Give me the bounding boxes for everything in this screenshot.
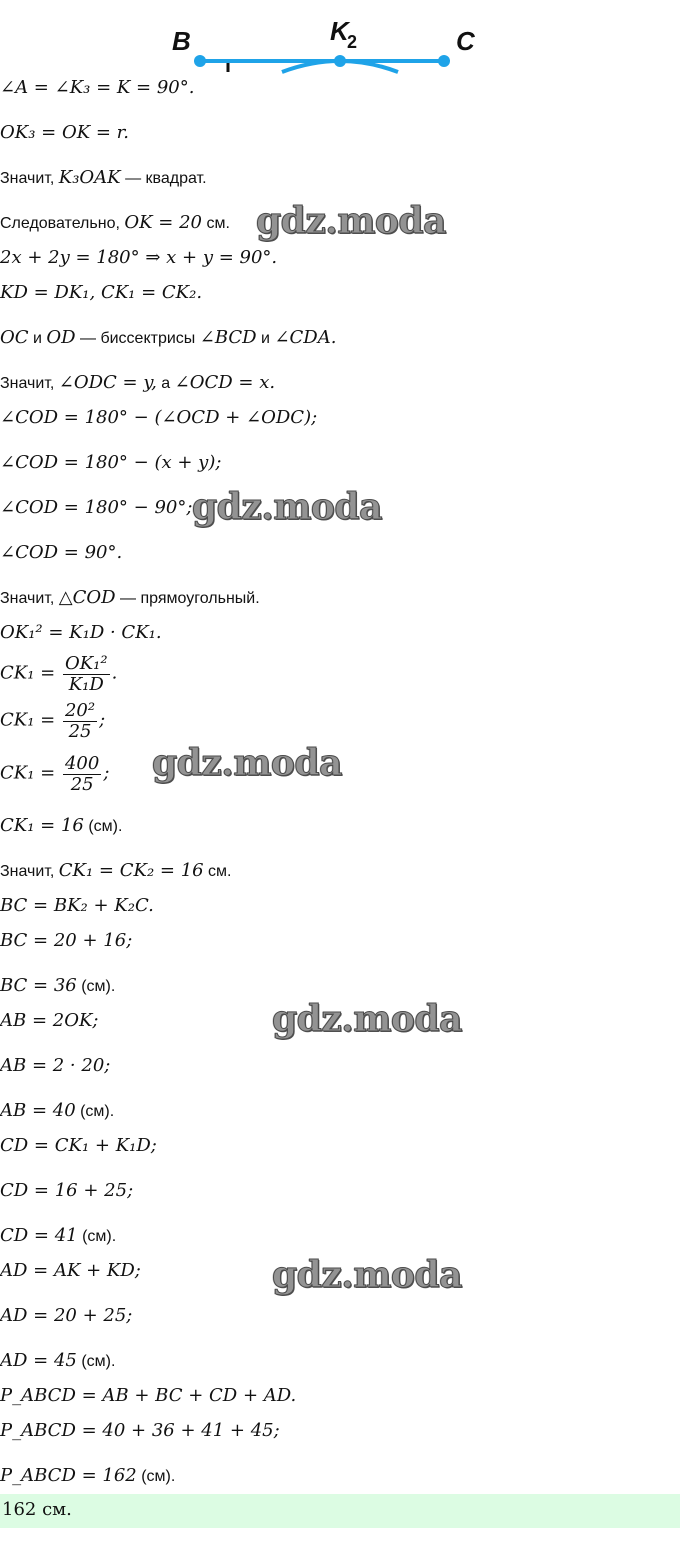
math-expression: P_ABCD = AB + BC + CD + AD. [0,1385,297,1406]
solution-line [0,654,117,695]
text-fragment: (см). [136,1468,176,1485]
text-fragment: (см). [76,1353,116,1370]
solution-line [0,1419,280,1444]
math-expression: AD = AK + KD; [0,1260,141,1281]
math-expression: ∠CDA. [274,327,337,348]
math-expression: 2x + 2y = 180° ⇒ x + y = 90°. [0,247,278,268]
solution-line [0,496,192,521]
math-expression: P_ABCD = 162 [0,1465,137,1486]
math-expression: CK₁ = [0,662,61,684]
solution-line [0,1134,157,1159]
solution-line [0,621,162,646]
math-expression: . [111,662,118,684]
math-expression: OK = 20 [124,212,202,233]
math-expression: ; [103,762,110,784]
fraction [63,654,110,695]
solution-line [0,281,202,306]
solution-line [0,859,231,884]
text-fragment: (см). [77,1228,117,1245]
solution-line [0,754,109,795]
solution-line [0,76,194,101]
solution-line [0,451,221,476]
text-fragment: Значит, [0,170,59,187]
label-c: C [456,26,475,56]
solution-line [0,1099,114,1124]
point-c [438,55,450,67]
text-fragment: Следовательно, [0,215,125,232]
math-expression: AB = 40 [0,1100,76,1121]
solution-line [0,1304,132,1329]
solution-line [0,1349,115,1374]
fraction-denominator: 25 [68,721,92,742]
math-expression: OK₃ = OK = r. [0,122,130,143]
text-fragment: — прямоугольный. [115,590,260,607]
text-fragment: Значит, [0,375,59,392]
solution-line [0,929,132,954]
solution-line [0,701,105,742]
text-fragment: (см). [83,818,123,835]
watermark: gdz.moda [272,1254,462,1296]
text-fragment: и [256,330,275,347]
math-expression: OK₁² = K₁D · CK₁. [0,622,162,643]
math-expression: BC = BK₂ + K₂C. [0,895,154,916]
text-fragment: — биссектрисы [75,330,200,347]
text-fragment: Значит, [0,863,59,880]
text-fragment: см. [203,863,232,880]
solution-line [0,974,115,999]
geometry-figure [0,0,680,80]
text-fragment: а [156,375,175,392]
label-b: B [172,26,191,56]
fraction [63,754,101,795]
label-k2-subscript: 2 [347,32,358,52]
solution-line [0,246,277,271]
solution-line [0,211,230,236]
math-expression: AD = 20 + 25; [0,1305,133,1326]
text-fragment: (см). [76,978,116,995]
solution-line [0,814,122,839]
text-fragment: Значит, [0,590,59,607]
watermark: gdz.moda [272,998,462,1040]
math-expression: ∠COD = 180° − 90°; [0,497,193,518]
watermark: gdz.moda [256,200,446,242]
math-expression: CD = CK₁ + K₁D; [0,1135,157,1156]
solution-line [0,1179,133,1204]
math-expression: CK₁ = CK₂ = 16 [58,860,204,881]
solution-line [0,326,336,351]
point-b [194,55,206,67]
math-expression: CK₁ = [0,709,61,731]
math-expression: AB = 2OK; [0,1010,99,1031]
math-expression: BC = 36 [0,975,77,996]
math-expression: OC [0,327,29,348]
math-expression: △COD [58,587,116,608]
solution-line [0,1384,296,1409]
fraction-numerator: 20² [64,700,96,721]
math-expression: AB = 2 · 20; [0,1055,111,1076]
text-fragment: см. [202,215,230,232]
math-expression: P_ABCD = 40 + 36 + 41 + 45; [0,1420,280,1441]
fraction [63,701,97,742]
label-k2: K [330,16,349,46]
math-expression: CD = 41 [0,1225,78,1246]
text-fragment: и [28,330,47,347]
math-expression: ∠COD = 90°. [0,542,123,563]
solution-line [0,166,207,191]
solution-line [0,1054,110,1079]
math-expression: ∠OCD = x. [174,372,276,393]
math-expression: ∠COD = 180° − (x + y); [0,452,222,473]
point-k2 [334,55,346,67]
math-expression: CD = 16 + 25; [0,1180,134,1201]
watermark: gdz.moda [152,742,342,784]
solution-line [0,1259,141,1284]
math-expression: ∠BCD [199,327,257,348]
math-expression: ; [99,709,106,731]
math-expression: KD = DK₁, CK₁ = CK₂. [0,282,203,303]
math-expression: ∠COD = 180° − (∠OCD + ∠ODC); [0,407,318,428]
fraction-numerator: 400 [64,753,100,774]
fraction-denominator: 25 [70,774,94,795]
math-expression: AD = 45 [0,1350,77,1371]
math-expression: K₃OAK [58,167,121,188]
solution-line [0,1224,116,1249]
watermark: gdz.moda [192,486,382,528]
solution-line [0,894,154,919]
fraction-numerator: OK₁² [64,653,108,674]
solution-line [0,1464,175,1489]
solution-line [0,121,129,146]
solution-line [0,541,122,566]
math-expression: BC = 20 + 16; [0,930,133,951]
answer-box [0,1494,680,1528]
answer-text: 162 см. [2,1499,72,1520]
solution-line [0,371,275,396]
math-expression: OD [46,327,76,348]
math-expression: CK₁ = 16 [0,815,84,836]
math-expression: ∠ODC = y, [58,372,157,393]
text-fragment: — квадрат. [120,170,207,187]
math-expression: ∠A = ∠K₃ = K = 90°. [0,77,195,98]
solution-line [0,1009,98,1034]
math-expression: CK₁ = [0,762,61,784]
solution-line [0,406,317,431]
fraction-denominator: K₁D [68,674,104,695]
solution-line [0,586,260,611]
text-fragment: (см). [75,1103,115,1120]
